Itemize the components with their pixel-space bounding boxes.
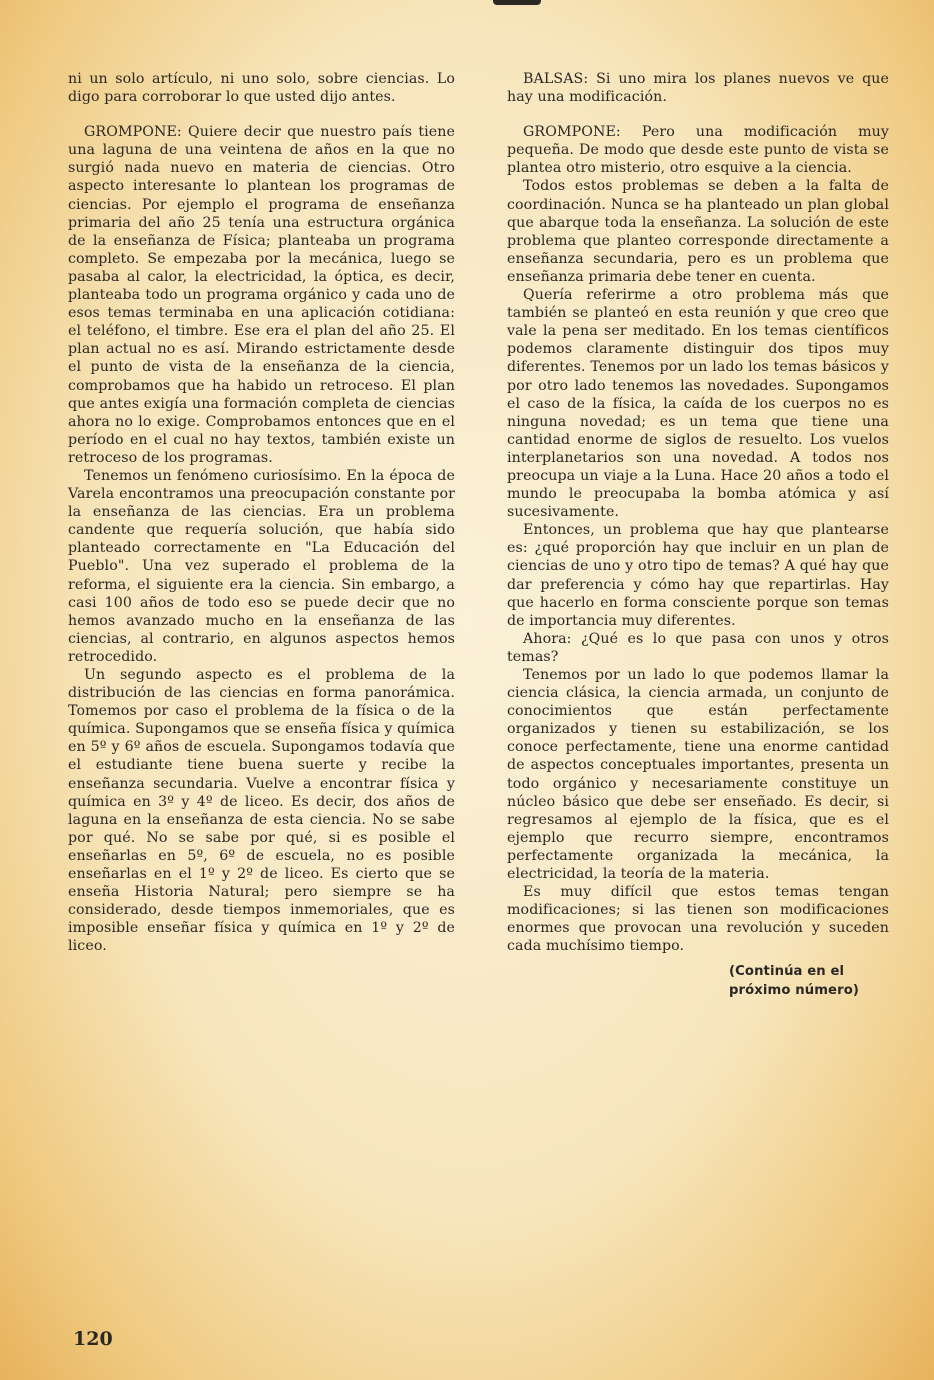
continuation-note [729, 962, 889, 1000]
paragraph: ni un solo artículo, ni uno solo, sobre ciencias. Lo digo para corroborar lo que usted dijo antes. [68, 71, 455, 106]
paragraph: Quería referirme a otro problema más que también se planteó en esta reunión y que creo que vale la pena ser meditado. En los temas científicos podemos claramente distinguir dos tipos muy diferentes. Tenemos por un lado los temas básicos y por otro lado tenemos las novedades. Supongamos el caso de la física, la caída de los cuerpos no es ninguna novedad; es un tema que tiene una cantidad enorme de siglos de resuelto. Los vuelos interplanetarios son una novedad. A todos nos preocupa un viaje a la Luna. Hace 20 años a todo el mundo le preocupaba la bomba atómica y así sucesivamente. [507, 287, 889, 521]
paragraph: Un segundo aspecto es el problema de la distribución de las ciencias en forma panorámica. Tomemos por caso el problema de la física o de la química. Supongamos que se enseña física y química en 5º y 6º años de escuela. Supongamos todavía que el estudiante tiene buena suerte y recibe la enseñanza secundaria. Vuelve a encontrar física y química en 3º y 4º de liceo. Es decir, dos años de laguna en la enseñanza de esta ciencia. No se sabe por qué. No se sabe por qué, si es posible el enseñarlas en 5º, 6º de escuela, no es posible enseñarlas en el 1º y 2º de liceo. Es cierto que se enseña Historia Natural; pero siempre se ha considerado, desde tiempos inmemoriales, que es imposible enseñar física y química en 1º y 2º de liceo. [68, 667, 455, 955]
continuation-line: próximo número) [729, 982, 859, 998]
paragraph: GROMPONE: Pero una modificación muy pequeña. De modo que desde este punto de vista se plantea otro misterio, otro esquive a la ciencia. [507, 124, 889, 177]
paragraph: GROMPONE: Quiere decir que nuestro país tiene una laguna de una veintena de años en la que no surgió nada nuevo en materia de ciencias. Otro aspecto interesante lo plantean los programas de ciencias. Por ejemplo el programa de enseñanza primaria del año 25 tenía una estructura orgánica de la enseñanza de Física; planteaba un programa completo. Se empezaba por la mecánica, luego se pasaba al calor, la electricidad, la óptica, es decir, planteaba todo un programa orgánico y cada uno de esos temas terminaba en una aplicación cotidiana: el teléfono, el timbre. Ese era el plan del año 25. El plan actual no es así. Mirando estrictamente desde el punto de vista de la enseñanza de la ciencia, comprobamos que ha habido un retroceso. El plan que antes exigía una formación completa de ciencias ahora no lo exige. Comprobamos entonces que en el período en el cual no hay textos, también existe un retroceso de los programas. [68, 124, 455, 466]
continuation-line: (Continúa en el [729, 963, 845, 979]
right-column [507, 70, 889, 1000]
paragraph: Tenemos por un lado lo que podemos llamar la ciencia clásica, la ciencia armada, un conjunto de conocimientos que están perfectamente organizados y tienen su estabilización, se los conoce perfectamente, tiene una enorme cantidad de aspectos conceptuales importantes, presenta un todo orgánico y necesariamente constituye un núcleo básico que debe ser enseñado. Es decir, si regresamos al ejemplo de la física, que es el ejemplo que recurro siempre, encontramos perfectamente organizada la mecánica, la electricidad, la teoría de la materia. [507, 667, 889, 883]
paragraph: Tenemos un fenómeno curiosísimo. En la época de Varela encontramos una preocupación constante por la enseñanza de las ciencias. Era un problema candente que requería solución, que había sido planteado correctamente en "La Educación del Pueblo". Una vez superado el problema de la reforma, el siguiente era la ciencia. Sin embargo, a casi 100 años de todo eso se puede decir que no hemos avanzado mucho en la enseñanza de las ciencias, al contrario, en algunos aspectos hemos retrocedido. [68, 467, 455, 665]
paragraph: Es muy difícil que estos temas tengan modificaciones; si las tienen son modificaciones enormes que provocan una revolución y suceden cada muchísimo tiempo. [507, 884, 889, 955]
top-edge-mark [493, 0, 541, 5]
paragraph: Todos estos problemas se deben a la falta de coordinación. Nunca se ha planteado un plan global que abarque toda la enseñanza. La solución de este problema que planteo corresponde directamente a enseñanza secundaria, pero es un problema que enseñanza primaria debe tener en cuenta. [507, 178, 889, 285]
paragraph: Entonces, un problema que hay que plantearse es: ¿qué proporción hay que incluir en un plan de ciencias de uno y otro tipo de temas? A qué hay que dar preferencia y cómo hay que repartirlas. Hay que hacerlo en forma consciente porque son temas de importancia muy diferentes. [507, 522, 889, 629]
page-number: 120 [73, 1328, 113, 1350]
paragraph: Ahora: ¿Qué es lo que pasa con unos y otros temas? [507, 630, 889, 665]
paragraph: BALSAS: Si uno mira los planes nuevos ve que hay una modificación. [507, 71, 889, 106]
left-column [68, 70, 455, 956]
